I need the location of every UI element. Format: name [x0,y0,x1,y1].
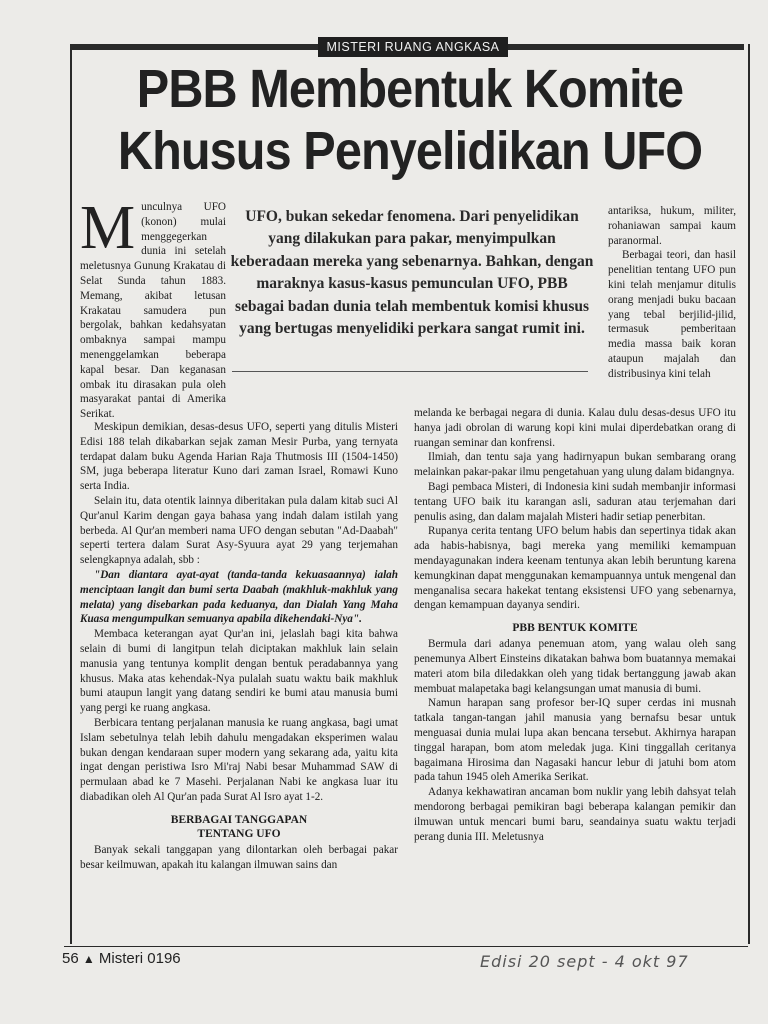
paragraph: Meskipun demikian, desas-desus UFO, seperti yang ditulis Misteri Edisi 188 telah dikabarkan sejak zaman Mesir Purba, yang ternyata terdapat dalam buku Agenda Harian Raja Thutmosis III (1504-1450) SM, juga beberapa literatur Kuno dari zaman Israel, Romawi Kuno serta India. [80,421,398,493]
quran-quote: "Dan diantara ayat-ayat (tanda-tanda kekuasaannya) ialah menciptaan langit dan bumi serta Daabah (makhluk-makhluk yang melata) yang disebarkan pada keduanya, dan Dialah Yang Maha Kuasa mengumpulkan semuanya apabila dikehendaki-Nya". [80,568,398,626]
paragraph: Banyak sekali tanggapan yang dilontarkan oleh berbagai pakar besar keilmuwan, apakah itu kalangan ilmuwan sains dan [80,843,398,871]
headline-line-1: PBB Membentuk Komite [136,59,684,119]
right-body-column [414,406,736,844]
section-rubric: MISTERI RUANG ANGKASA [318,37,508,57]
paragraph: Membaca keterangan ayat Qur'an ini, jelaslah bagi kita bahwa selain di bumi di langitpun telah diciptakan makhluk lain selain manusia yang tentunya komplit dengan bentuk peradabannya yang khusus. Maka atas kehendak-Nya pulalah suatu waktu baik makhluk bumi ataupun langit yang datang sendiri ke bumi atau manusia bumi yang pergi ke ruang angkasa. [80,628,398,715]
page-folio [62,950,181,967]
paragraph: Berbagai teori, dan hasil penelitian tentang UFO pun kini telah menjamur ditulis orang menjadi buku bacaan yang tebal berjilid-jilid, termasuk pemberitaan media massa baik koran ataupun majalah dan distribusinya kini telah [608,249,736,380]
paragraph: melanda ke berbagai negara di dunia. Kalau dulu desas-desus UFO itu hanya jadi obrolan di warung kopi kini mulai diperdebatkan orang di ruangan seminar dan konfrensi. [414,407,736,449]
paragraph: Adanya kekhawatiran ancaman bom nuklir yang lebih dahsyat telah mendorong berbagai pemikiran bagi beberapa kalangan pemikir dan ilmuwan untuk mencari bumi baru, seandainya suatu waktu terjadi perang dunia III. Meletusnya [414,786,736,843]
lead-divider [232,371,588,372]
lead-paragraph: UFO, bukan sekedar fenomena. Dari penyelidikan yang dilakukan para pakar, menyimpulkan keberadaan mereka yang sebenarnya. Bahkan, dengan maraknya kasus-kasus pemunculan UFO, PBB sebagai badan dunia telah membentuk komisi khusus yang bertugas menyelidiki perkara sangat rumit ini. [230,208,594,338]
triangle-icon: ▲ [82,952,95,966]
magazine-issue: Misteri 0196 [98,950,181,967]
paragraph: antariksa, hukum, militer, rohaniawan sampai kaum paranormal. [608,205,736,247]
paragraph: Bagi pembaca Misteri, di Indonesia kini sudah membanjir informasi tentang UFO baik itu karangan asli, saduran atau terjemahan dari penulis asing, dan dalam majalah Misteri hadir setiap penerbitan. [414,480,736,523]
drop-cap: M [80,194,136,262]
subheading-line: TENTANG UFO [197,827,281,840]
paragraph: Berbicara tentang perjalanan manusia ke ruang angkasa, bagi umat Islam sebetulnya telah lebih dahulu mengadakan eksperimen walau bukan dengan kendaraan super modern yang sekarang ada, yaitu kita ingat dengan peristiwa Isro Mi'raj Nabi besar Muhammad SAW di permulaan abad ke 7 Masehi. Perjalanan Nabi ke angkasa luar itu diabadikan oleh Al Qur'an pada Surat Al Isro ayat 1-2. [80,716,398,803]
handwritten-note: Edisi 20 sept - 4 okt 97 [480,952,689,971]
subheading-pbb: PBB BENTUK KOMITE [512,622,638,635]
paragraph: Namun harapan sang profesor ber-IQ super cerdas ini musnah tatkala tangan-tangan jahil manusia yang bernafsu besar untuk menguasai dunia mulai lupa akan bencana tersebut. Akhirnya harapan tinggal harapan, bom atom meledak juga. Kini tinggallah ceritanya bagaimana Hirosima dan Nagasaki hancur lebur di jatuhi bom atom pada tahun 1945 oleh Amerika Serikat. [414,697,736,784]
intro-text: unculnya UFO (konon) mulai menggegerkan dunia ini setelah meletusnya Gunung Krakatau di Selat Sunda tahun 1883. Memang, akibat letusan Krakatau samudera pun bergolak, bahkan kedahsyatan ombaknya sampai mampu menenggelamkan beberapa kapal besar. Dan keganasan ombak itu dirasakan pula oleh masyarakat pantai di Amerika Serikat. [80,201,226,421]
paragraph: Rupanya cerita tentang UFO belum habis dan sepertinya tidak akan ada habis-habisnya, bagi mereka yang memiliki kemampuan mendayagunakan indera keenam tentunya akan lebih beruntung karena kemungkinan dapat menggunakan kemampuannya untuk mengenal dan menganalisa secara hakekat tentang eksistensi UFO yang sebenarnya, dengan kemampuan dayanya sendiri. [414,525,736,612]
subheading-berbagai [80,813,398,841]
headline [113,58,707,182]
left-body-column [80,420,398,872]
page-number: 56 [62,950,79,967]
paragraph: Ilmiah, dan tentu saja yang hadirnyapun bukan sembarang orang melainkan pakar-pakar ilmu pengetahuan yang ulung dalam bidangnya. [414,451,736,479]
intro-column [80,194,226,422]
subheading-line: BERBAGAI TANGGAPAN [170,813,308,826]
headline-line-2: Khusus Penyelidikan UFO [117,121,703,181]
paragraph: Selain itu, data otentik lainnya diberitakan pula dalam kitab suci Al Qur'anul Karim dengan gaya bahasa yang indah dalam istilah yang berbeda. Al Qur'an memberi nama UFO dengan sebutan "Ad-Daabah" seperti tertera dalam Surat Asy-Syuura ayat 29 yang terjemahan selengkapnya adalah, sbb : [80,494,398,567]
right-top-column [608,204,736,382]
paragraph: Bermula dari adanya penemuan atom, yang walau oleh sang penemunya Albert Einsteins dikatakan bahwa bom buatannya memakai materi atom bila diledakkan oleh yang tidak bertanggung jawab akan membuat malapetaka bagi kelangsungan umat manusia di bumi. [414,638,736,695]
footer-rule [64,946,748,947]
